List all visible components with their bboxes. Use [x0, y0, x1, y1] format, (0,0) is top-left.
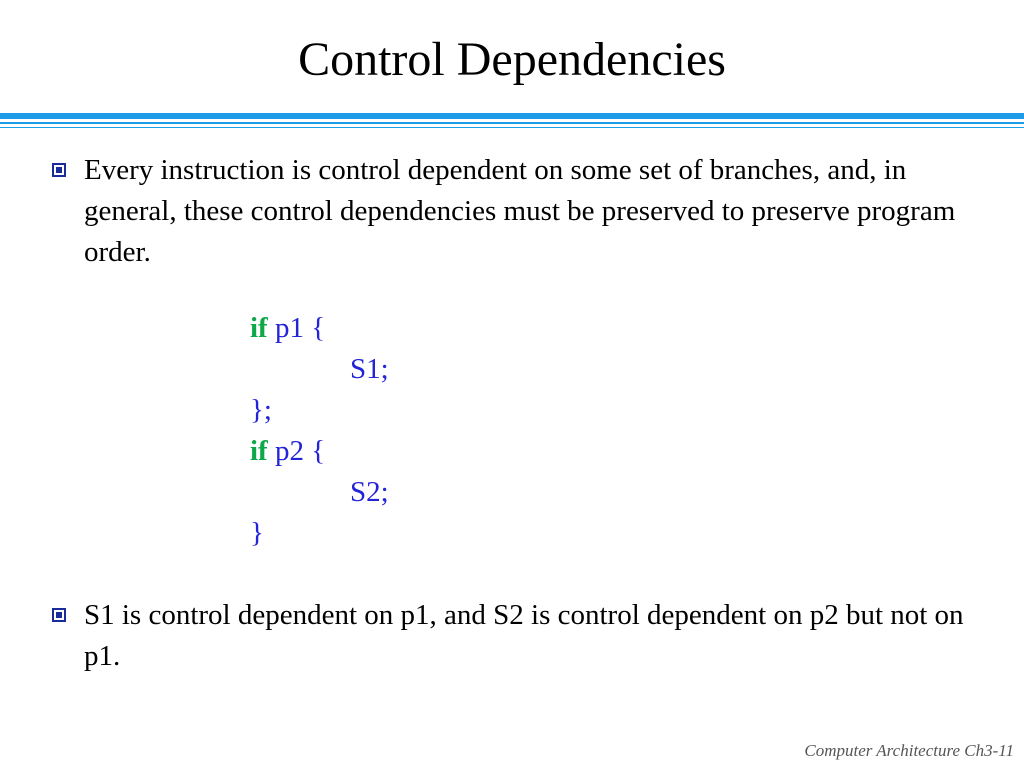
code-line-1: [250, 308, 389, 349]
bullet-item-2: [48, 595, 988, 677]
code-keyword: if: [250, 435, 268, 467]
bullet-item-1: [48, 150, 988, 273]
code-keyword: if: [250, 312, 268, 344]
code-block: [250, 308, 389, 554]
square-bullet-icon: [52, 163, 66, 177]
code-text: p1 {: [267, 312, 326, 344]
code-text: p2 {: [267, 435, 326, 467]
code-line-6: [250, 513, 389, 554]
code-line-4: [250, 431, 389, 472]
title-divider-hairline: [0, 127, 1024, 128]
slide-footer: Computer Architecture Ch3-11: [804, 741, 1014, 760]
slide-title: Control Dependencies: [298, 33, 726, 86]
title-divider-thick: [0, 113, 1024, 119]
code-text: };: [250, 394, 272, 426]
code-line-3: [250, 390, 389, 431]
code-text: S1;: [350, 353, 389, 385]
code-text: S2;: [350, 476, 389, 508]
title-divider-thin: [0, 122, 1024, 124]
code-text: }: [250, 517, 264, 549]
square-bullet-icon: [52, 608, 66, 622]
bullet-text: Every instruction is control dependent on some set of branches, and, in general, these control dependencies must be preserved to preserve program order.: [84, 154, 956, 268]
code-line-5: [250, 472, 389, 513]
code-line-2: [250, 349, 389, 390]
bullet-text: S1 is control dependent on p1, and S2 is control dependent on p2 but not on p1.: [84, 599, 964, 672]
